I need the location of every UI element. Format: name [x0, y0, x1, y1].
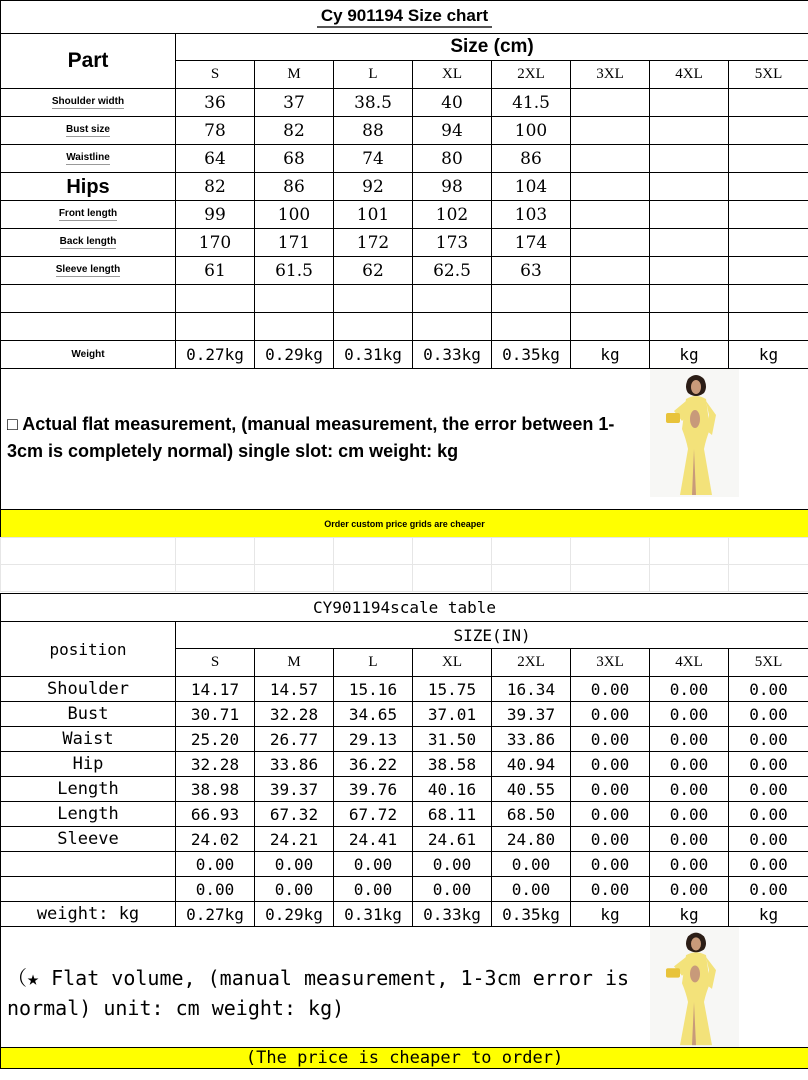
table-cell: 38.58 [413, 752, 492, 777]
table-row [1, 877, 808, 902]
table-cell: 0.00 [650, 852, 729, 877]
row-label [1, 313, 176, 341]
table-cell: 24.61 [413, 827, 492, 852]
table-cell: 39.76 [334, 777, 413, 802]
weight-cell: kg [650, 341, 729, 369]
table-cell [571, 117, 650, 145]
table-cell: 0.00 [729, 802, 808, 827]
measurement-note: （★ Flat volume, (manual measurement, 1-3cm error is normal) unit: cm weight: kg) [7, 966, 630, 1020]
table-cell: 24.21 [255, 827, 334, 852]
weight-label: Weight [1, 341, 176, 369]
row-label: Length [1, 777, 176, 802]
table-cell: 33.86 [255, 752, 334, 777]
table-cell: 0.00 [571, 827, 650, 852]
weight-row [1, 341, 808, 369]
table-cell: 94 [413, 117, 492, 145]
table-row [1, 313, 808, 341]
table-cell: 16.34 [492, 677, 571, 702]
weight-cell: kg [729, 902, 808, 927]
row-label [1, 201, 176, 229]
table-cell: 86 [255, 173, 334, 201]
table-cell: 0.00 [571, 877, 650, 902]
table-cell: 66.93 [176, 802, 255, 827]
spacer-row [1, 538, 808, 565]
table-cell [729, 313, 808, 341]
table-cell [176, 285, 255, 313]
table-cell [571, 201, 650, 229]
table-row [1, 827, 808, 852]
table-cell: 31.50 [413, 727, 492, 752]
table-row [1, 89, 808, 117]
row-label [1, 89, 176, 117]
row-label-text: Shoulder width [51, 96, 125, 107]
table-cell: 37.01 [413, 702, 492, 727]
size-header: Size (cm) [176, 34, 808, 61]
table-cell [650, 89, 729, 117]
note-section [1, 927, 808, 1048]
size-column-header: L [334, 61, 413, 89]
size-column-header: 5XL [729, 61, 808, 89]
weight-cell: 0.33kg [413, 902, 492, 927]
weight-cell: 0.27kg [176, 902, 255, 927]
row-label [1, 852, 176, 877]
row-label [1, 257, 176, 285]
table-cell [334, 313, 413, 341]
table-cell: 67.72 [334, 802, 413, 827]
weight-cell: 0.27kg [176, 341, 255, 369]
table-cell [413, 313, 492, 341]
table-cell [729, 173, 808, 201]
row-label: Shoulder [1, 677, 176, 702]
table-cell: 0.00 [255, 877, 334, 902]
size-header: SIZE(IN) [176, 622, 808, 649]
size-column-header: S [176, 61, 255, 89]
table-cell: 0.00 [729, 852, 808, 877]
table-cell: 61.5 [255, 257, 334, 285]
table-cell: 101 [334, 201, 413, 229]
table-cell [413, 285, 492, 313]
table-cell: 68.11 [413, 802, 492, 827]
table-cell: 24.80 [492, 827, 571, 852]
table-cell: 0.00 [571, 727, 650, 752]
spacer-grid [0, 537, 808, 592]
table-cell: 39.37 [492, 702, 571, 727]
size-column-header: 4XL [650, 649, 729, 677]
table-cell: 86 [492, 145, 571, 173]
table-cell: 172 [334, 229, 413, 257]
table-cell: 33.86 [492, 727, 571, 752]
model-photo [650, 369, 739, 497]
table-cell: 0.00 [650, 752, 729, 777]
table-cell: 104 [492, 173, 571, 201]
row-label-text: Hips [66, 175, 110, 198]
table-cell [650, 117, 729, 145]
table-cell [729, 117, 808, 145]
table-cell: 0.00 [492, 877, 571, 902]
table-cell: 173 [413, 229, 492, 257]
table-cell: 0.00 [729, 827, 808, 852]
table-cell: 40.55 [492, 777, 571, 802]
order-footer: Order custom price grids are cheaper [1, 510, 808, 538]
table-cell [571, 285, 650, 313]
row-label: Waist [1, 727, 176, 752]
row-label: Sleeve [1, 827, 176, 852]
table-cell: 0.00 [729, 727, 808, 752]
row-label [1, 145, 176, 173]
table-cell: 80 [413, 145, 492, 173]
table-cell: 68 [255, 145, 334, 173]
table-cell: 40 [413, 89, 492, 117]
table-cell: 37 [255, 89, 334, 117]
weight-cell: kg [729, 341, 808, 369]
table-cell: 15.16 [334, 677, 413, 702]
size-column-header: XL [413, 61, 492, 89]
table-cell: 74 [334, 145, 413, 173]
table-cell: 0.00 [650, 877, 729, 902]
size-column-header: 3XL [571, 61, 650, 89]
table-cell [255, 285, 334, 313]
table-cell: 0.00 [571, 802, 650, 827]
table-cell: 38.98 [176, 777, 255, 802]
size-chart-cm-table [0, 0, 808, 538]
row-label-text: Front length [58, 208, 118, 219]
table-cell [334, 285, 413, 313]
table-cell [650, 201, 729, 229]
table-cell: 14.17 [176, 677, 255, 702]
row-label: Bust [1, 702, 176, 727]
table-cell [729, 229, 808, 257]
table-cell: 62.5 [413, 257, 492, 285]
table-cell: 25.20 [176, 727, 255, 752]
table-cell [650, 229, 729, 257]
table-cell: 40.16 [413, 777, 492, 802]
table-cell: 24.02 [176, 827, 255, 852]
table-cell [571, 145, 650, 173]
weight-cell: 0.33kg [413, 341, 492, 369]
weight-row [1, 902, 808, 927]
table-cell: 0.00 [650, 802, 729, 827]
table-row [1, 285, 808, 313]
table-cell: 0.00 [571, 752, 650, 777]
table-cell: 98 [413, 173, 492, 201]
table-row [1, 117, 808, 145]
size-column-header: 2XL [492, 61, 571, 89]
table-cell [492, 285, 571, 313]
table-cell: 67.32 [255, 802, 334, 827]
table-title: CY901194scale table [1, 594, 808, 622]
table-row [1, 677, 808, 702]
table-row [1, 257, 808, 285]
size-column-header: M [255, 61, 334, 89]
table-cell: 100 [492, 117, 571, 145]
row-label [1, 173, 176, 201]
table-cell [650, 285, 729, 313]
part-header: Part [1, 34, 176, 89]
weight-cell: kg [571, 341, 650, 369]
table-cell: 0.00 [650, 777, 729, 802]
table-title: Cy 901194 Size chart [1, 1, 808, 34]
table-row [1, 802, 808, 827]
size-column-header: 5XL [729, 649, 808, 677]
table-row [1, 229, 808, 257]
note-section [1, 369, 808, 510]
table-cell: 0.00 [571, 852, 650, 877]
row-label-text: Bust size [66, 124, 110, 135]
table-cell [571, 313, 650, 341]
weight-label: weight: kg [1, 902, 176, 927]
size-column-header: XL [413, 649, 492, 677]
table-cell: 0.00 [571, 702, 650, 727]
table-cell: 171 [255, 229, 334, 257]
table-cell: 41.5 [492, 89, 571, 117]
table-cell: 0.00 [729, 677, 808, 702]
table-cell: 40.94 [492, 752, 571, 777]
size-column-header: L [334, 649, 413, 677]
size-column-header: 4XL [650, 61, 729, 89]
table-cell: 36.22 [334, 752, 413, 777]
table-cell: 0.00 [650, 827, 729, 852]
table-cell [650, 313, 729, 341]
measurement-note: □ Actual flat measurement, (manual measurement, the error between 1-3cm is completely normal) single slot: cm weight: kg [7, 414, 615, 461]
table-cell: 14.57 [255, 677, 334, 702]
table-cell: 0.00 [571, 777, 650, 802]
table-cell: 0.00 [729, 702, 808, 727]
table-cell: 0.00 [492, 852, 571, 877]
table-cell [729, 89, 808, 117]
table-cell: 82 [255, 117, 334, 145]
table-row [1, 727, 808, 752]
table-cell: 0.00 [571, 677, 650, 702]
table-cell: 63 [492, 257, 571, 285]
table-cell [255, 313, 334, 341]
weight-cell: 0.29kg [255, 902, 334, 927]
row-label [1, 285, 176, 313]
model-photo-figure [650, 927, 739, 1047]
table-cell [571, 89, 650, 117]
row-label [1, 877, 176, 902]
table-row [1, 752, 808, 777]
table-row [1, 173, 808, 201]
table-cell: 36 [176, 89, 255, 117]
table-cell [729, 257, 808, 285]
table-cell [176, 313, 255, 341]
table-cell: 29.13 [334, 727, 413, 752]
table-cell: 99 [176, 201, 255, 229]
table-cell: 103 [492, 201, 571, 229]
table-row [1, 702, 808, 727]
row-label-text: Back length [59, 236, 117, 247]
table-cell: 68.50 [492, 802, 571, 827]
table-cell: 102 [413, 201, 492, 229]
table-cell: 64 [176, 145, 255, 173]
table-cell: 82 [176, 173, 255, 201]
table-cell [650, 173, 729, 201]
table-cell: 0.00 [413, 852, 492, 877]
model-photo [650, 927, 739, 1047]
table-cell [571, 257, 650, 285]
table-row [1, 852, 808, 877]
table-cell: 62 [334, 257, 413, 285]
table-row [1, 145, 808, 173]
table-cell: 78 [176, 117, 255, 145]
size-chart-inch-table [0, 593, 808, 1069]
table-cell: 92 [334, 173, 413, 201]
row-label-text: Waistline [66, 152, 110, 163]
table-cell [729, 285, 808, 313]
table-cell: 30.71 [176, 702, 255, 727]
weight-cell: 0.31kg [334, 902, 413, 927]
position-header: position [1, 622, 176, 677]
weight-cell: 0.35kg [492, 341, 571, 369]
table-cell [729, 145, 808, 173]
spacer-row [1, 565, 808, 592]
table-row [1, 777, 808, 802]
table-cell: 0.00 [176, 852, 255, 877]
size-column-header: M [255, 649, 334, 677]
table-row [1, 201, 808, 229]
table-cell: 61 [176, 257, 255, 285]
table-cell: 39.37 [255, 777, 334, 802]
table-cell: 15.75 [413, 677, 492, 702]
row-label-text: Sleeve length [55, 264, 121, 275]
row-label [1, 117, 176, 145]
weight-cell: 0.29kg [255, 341, 334, 369]
table-cell: 0.00 [334, 877, 413, 902]
table-cell: 0.00 [255, 852, 334, 877]
table-cell [650, 257, 729, 285]
table-cell: 0.00 [729, 777, 808, 802]
weight-cell: kg [571, 902, 650, 927]
weight-cell: kg [650, 902, 729, 927]
size-column-header: 3XL [571, 649, 650, 677]
table-cell: 24.41 [334, 827, 413, 852]
table-cell [650, 145, 729, 173]
table-cell [571, 173, 650, 201]
order-footer: (The price is cheaper to order) [1, 1048, 808, 1069]
row-label [1, 229, 176, 257]
table-cell: 34.65 [334, 702, 413, 727]
table-cell: 0.00 [176, 877, 255, 902]
table-cell: 88 [334, 117, 413, 145]
table-cell: 26.77 [255, 727, 334, 752]
table-cell: 0.00 [650, 677, 729, 702]
table-cell: 0.00 [334, 852, 413, 877]
weight-cell: 0.31kg [334, 341, 413, 369]
size-column-header: 2XL [492, 649, 571, 677]
table-cell: 32.28 [255, 702, 334, 727]
table-cell: 32.28 [176, 752, 255, 777]
table-cell: 38.5 [334, 89, 413, 117]
table-cell: 0.00 [650, 727, 729, 752]
row-label: Length [1, 802, 176, 827]
table-cell: 0.00 [413, 877, 492, 902]
table-cell: 0.00 [729, 877, 808, 902]
table-cell: 0.00 [729, 752, 808, 777]
size-column-header: S [176, 649, 255, 677]
table-cell [571, 229, 650, 257]
table-cell [492, 313, 571, 341]
model-photo-figure [650, 369, 739, 497]
table-cell [729, 201, 808, 229]
table-cell: 100 [255, 201, 334, 229]
table-cell: 174 [492, 229, 571, 257]
table-cell: 170 [176, 229, 255, 257]
weight-cell: 0.35kg [492, 902, 571, 927]
table-cell: 0.00 [650, 702, 729, 727]
row-label: Hip [1, 752, 176, 777]
